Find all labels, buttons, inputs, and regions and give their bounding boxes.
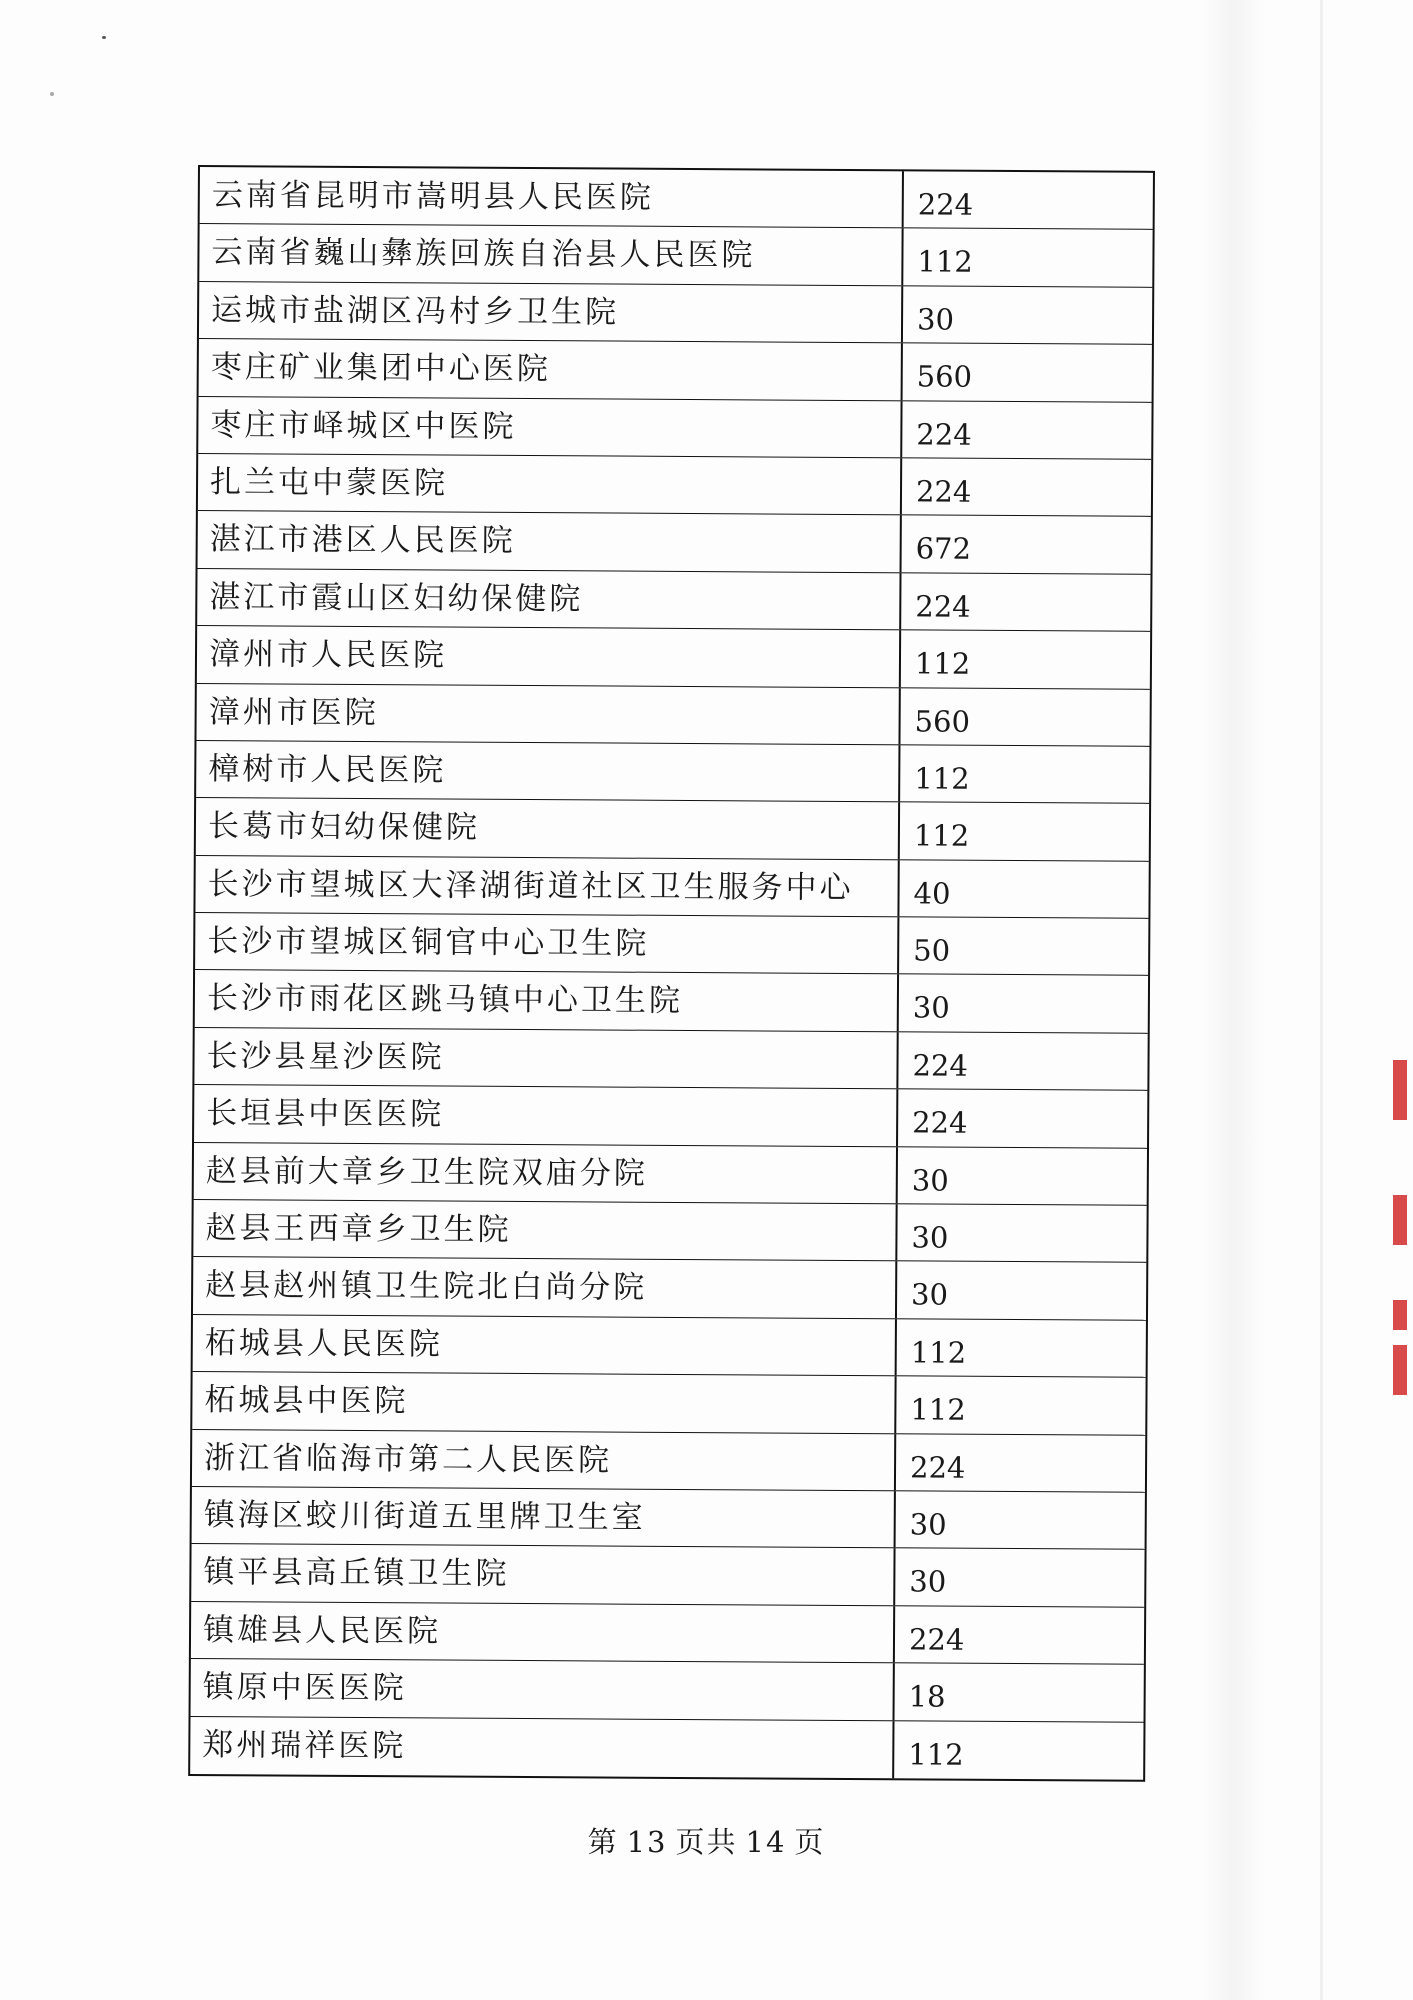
table-row [199, 224, 1152, 287]
footer-page-label: 第 [587, 1825, 619, 1859]
hospital-name-cell: 漳州市医院 [196, 684, 900, 745]
count-cell: 112 [914, 761, 970, 796]
hospital-name-cell: 长沙市望城区大泽湖街道社区卫生服务中心 [195, 856, 899, 917]
count-cell: 224 [915, 589, 971, 624]
table-row [196, 798, 1149, 861]
hospital-name-cell: 湛江市霞山区妇幼保健院 [197, 569, 901, 630]
hospital-name-cell: 樟树市人民医院 [196, 741, 900, 802]
table-row [200, 167, 1153, 230]
hospital-name-cell: 赵县赵州镇卫生院北白尚分院 [193, 1257, 897, 1318]
count-cell: 30 [909, 1507, 947, 1542]
hospital-name-cell: 镇原中医医院 [191, 1659, 895, 1720]
footer-page-word: 页共 [675, 1825, 738, 1859]
count-cell: 224 [908, 1622, 965, 1657]
footer-total-pages: 14 [745, 1825, 787, 1859]
count-cell: 224 [916, 416, 972, 452]
hospital-name-cell: 赵县王西章乡卫生院 [193, 1200, 897, 1261]
count-cell: 112 [910, 1392, 966, 1427]
table-row [198, 454, 1151, 517]
hospital-name-cell: 长葛市妇幼保健院 [196, 798, 900, 859]
hospital-name-cell: 浙江省临海市第二人民医院 [192, 1430, 896, 1491]
count-cell: 224 [909, 1449, 966, 1485]
count-cell: 672 [915, 531, 972, 567]
footer-total-word: 页 [794, 1825, 826, 1859]
count-cell: 112 [910, 1335, 967, 1370]
hospital-name-cell: 云南省昆明市嵩明县人民医院 [200, 167, 904, 228]
table-row [199, 282, 1152, 345]
count-cell: 224 [912, 1105, 968, 1140]
scan-speck [50, 92, 54, 96]
count-cell: 112 [914, 646, 971, 681]
hospital-name-cell: 郑州瑞祥医院 [190, 1717, 894, 1779]
count-cell: 560 [914, 703, 971, 739]
count-cell: 112 [913, 818, 970, 854]
red-seal-mark [1393, 1345, 1407, 1395]
table-row [199, 339, 1152, 402]
hospital-name-cell: 漳州市人民医院 [197, 626, 901, 687]
table-row [191, 1659, 1144, 1722]
hospital-name-cell: 柘城县中医院 [192, 1372, 896, 1433]
scan-shadow [1203, 0, 1263, 2000]
table-row [192, 1487, 1145, 1550]
footer-page-number: 13 [626, 1825, 668, 1859]
table-row [190, 1717, 1143, 1780]
hospital-name-cell: 长垣县中医医院 [194, 1085, 898, 1146]
count-cell: 224 [912, 1048, 968, 1083]
hospital-name-cell: 柘城县人民医院 [193, 1315, 897, 1376]
hospital-table [188, 165, 1155, 1782]
table-row [196, 741, 1149, 804]
table-row [195, 913, 1148, 976]
count-cell: 18 [908, 1679, 946, 1714]
red-seal-mark [1393, 1060, 1407, 1120]
table-row [193, 1257, 1146, 1320]
count-cell: 560 [916, 359, 973, 394]
table-row [196, 684, 1149, 747]
table-row [194, 1028, 1147, 1091]
hospital-name-cell: 长沙市望城区铜官中心卫生院 [195, 913, 899, 974]
table-row [192, 1372, 1145, 1435]
count-cell: 112 [917, 244, 973, 280]
count-cell: 30 [911, 1277, 949, 1313]
red-seal-mark [1393, 1300, 1407, 1330]
count-cell: 30 [911, 1220, 949, 1255]
hospital-name-cell: 云南省巍山彝族回族自治县人民医院 [199, 224, 903, 285]
table-row [195, 856, 1148, 919]
count-cell: 224 [917, 187, 974, 222]
count-cell: 224 [915, 474, 972, 509]
count-cell: 50 [913, 933, 951, 968]
table-row [194, 1143, 1147, 1206]
table-row [192, 1430, 1145, 1493]
hospital-name-cell: 镇平县高丘镇卫生院 [191, 1544, 895, 1605]
page-footer [0, 1820, 1413, 1861]
count-cell: 112 [908, 1736, 964, 1772]
table-row [197, 569, 1150, 632]
hospital-name-cell: 枣庄矿业集团中心医院 [199, 339, 903, 400]
table-row [191, 1544, 1144, 1607]
hospital-name-cell: 枣庄市峄城区中医院 [198, 397, 902, 458]
scan-line [1320, 0, 1323, 2000]
table-row [193, 1315, 1146, 1378]
table-row [198, 511, 1151, 574]
hospital-name-cell: 长沙县星沙医院 [194, 1028, 898, 1089]
hospital-name-cell: 镇海区蛟川街道五里牌卫生室 [192, 1487, 896, 1548]
scan-speck [102, 36, 106, 39]
table-row [191, 1602, 1144, 1665]
hospital-name-cell: 长沙市雨花区跳马镇中心卫生院 [195, 970, 899, 1031]
count-cell: 40 [913, 876, 951, 911]
table-row [197, 626, 1150, 689]
table-row [193, 1200, 1146, 1263]
count-cell: 30 [912, 990, 950, 1026]
hospital-name-cell: 赵县前大章乡卫生院双庙分院 [194, 1143, 898, 1204]
hospital-name-cell: 运城市盐湖区冯村乡卫生院 [199, 282, 903, 343]
count-cell: 30 [916, 302, 955, 337]
table-row [195, 970, 1148, 1033]
table-row [194, 1085, 1147, 1148]
red-seal-mark [1393, 1195, 1407, 1245]
table-row [198, 397, 1151, 460]
hospital-name-cell: 镇雄县人民医院 [191, 1602, 895, 1663]
count-cell: 30 [911, 1163, 949, 1198]
hospital-name-cell: 湛江市港区人民医院 [198, 511, 902, 572]
hospital-name-cell: 扎兰屯中蒙医院 [198, 454, 902, 515]
count-cell: 30 [909, 1564, 947, 1599]
